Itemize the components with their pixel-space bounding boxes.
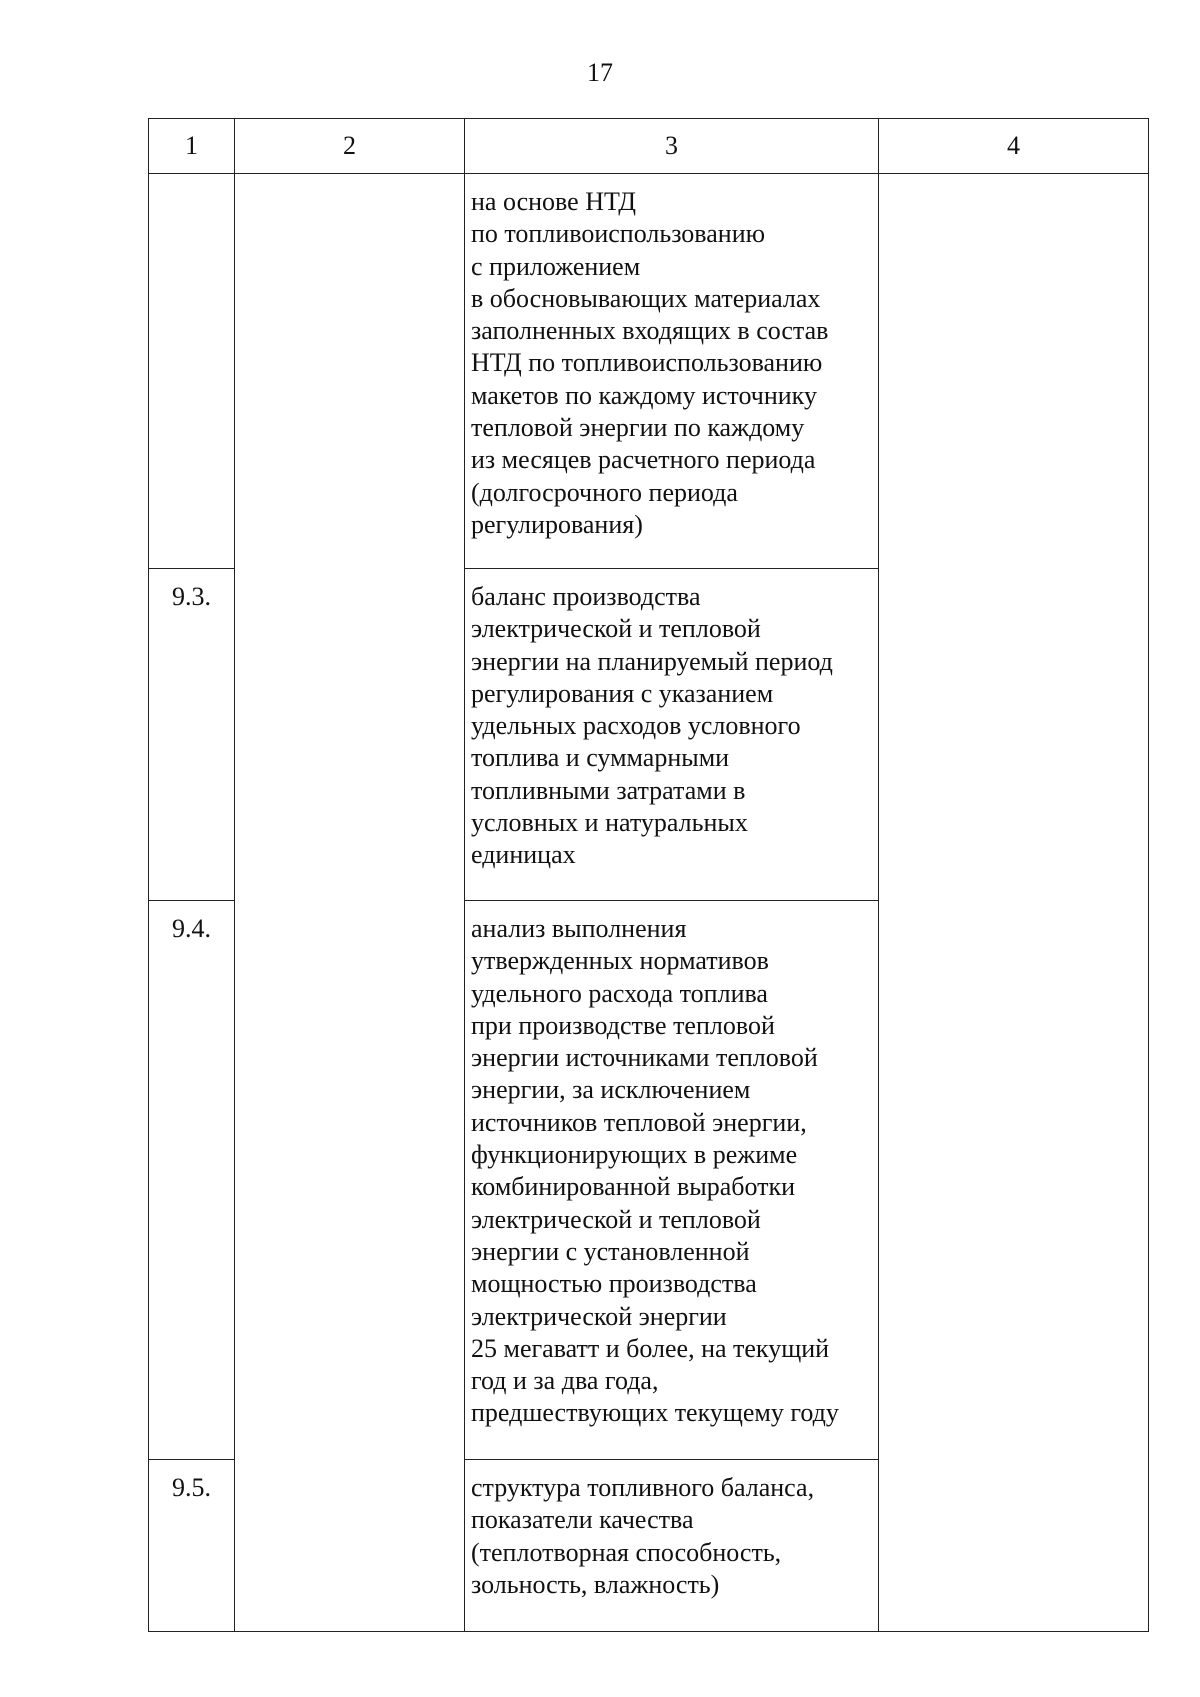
description-line: комбинированной выработки xyxy=(471,1172,796,1202)
column-4-cell xyxy=(879,174,1149,1632)
description-line: условных и натуральных xyxy=(471,808,748,838)
description-line: энергии на планируемый период xyxy=(471,646,833,676)
description-line: при производстве тепловой xyxy=(471,1010,775,1040)
row-number-cell: 9.4. xyxy=(149,901,235,1460)
description-line: энергии с установленной xyxy=(471,1236,750,1266)
header-col-1: 1 xyxy=(149,119,235,174)
description-line: предшествующих текущему году xyxy=(471,1398,839,1428)
description-line: с приложением xyxy=(471,251,641,281)
description-line: регулирования с указанием xyxy=(471,678,774,708)
row-description-cell xyxy=(465,174,879,569)
description-line: электрической и тепловой xyxy=(471,614,761,644)
description-line: в обосновывающих материалах xyxy=(471,283,821,313)
row-number-cell: 9.5. xyxy=(149,1460,235,1632)
page-number: 17 xyxy=(587,58,613,87)
description-line: электрической и тепловой xyxy=(471,1204,761,1234)
table-header-row xyxy=(149,119,1149,174)
description-line: удельного расхода топлива xyxy=(471,978,768,1008)
row-description-cell xyxy=(465,901,879,1460)
header-col-3: 3 xyxy=(465,119,879,174)
description-line: тепловой энергии по каждому xyxy=(471,413,805,443)
description-line: удельных расходов условного xyxy=(471,711,801,741)
description-line: анализ выполнения xyxy=(471,914,687,943)
table-row xyxy=(149,174,1149,569)
description-line: регулирования) xyxy=(471,509,643,539)
description-line: год и за два года, xyxy=(471,1366,659,1396)
description-line: электрической энергии xyxy=(471,1301,727,1331)
description-line: показатели качества xyxy=(471,1505,694,1535)
description-line: по топливоиспользованию xyxy=(471,219,766,249)
description-line: на основе НТД xyxy=(471,187,636,216)
row-number-cell: 9.3. xyxy=(149,569,235,901)
description-line: энергии, за исключением xyxy=(471,1075,751,1105)
header-col-4: 4 xyxy=(879,119,1149,174)
description-line: утвержденных нормативов xyxy=(471,946,769,976)
description-line: функционирующих в режиме xyxy=(471,1140,798,1170)
description-line: зольность, влажность) xyxy=(471,1569,720,1599)
description-line: из месяцев расчетного периода xyxy=(471,445,816,475)
description-line: (теплотворная способность, xyxy=(471,1537,782,1567)
row-description-cell xyxy=(465,569,879,901)
description-line: единицах xyxy=(471,840,576,870)
description-line: топлива и суммарными xyxy=(471,743,730,773)
description-line: заполненных входящих в состав xyxy=(471,316,829,346)
description-line: НТД по топливоиспользованию xyxy=(471,348,823,378)
row-number-cell xyxy=(149,174,235,569)
row-description-cell xyxy=(465,1460,879,1632)
description-line: баланс производства xyxy=(471,582,701,611)
description-line: (долгосрочного периода xyxy=(471,477,738,507)
description-line: 25 мегаватт и более, на текущий xyxy=(471,1333,830,1363)
requirements-table xyxy=(148,118,1149,1632)
column-2-cell xyxy=(235,174,465,1632)
description-line: энергии источниками тепловой xyxy=(471,1043,818,1073)
description-line: источников тепловой энергии, xyxy=(471,1107,807,1137)
description-line: топливными затратами в xyxy=(471,775,746,805)
description-line: мощностью производства xyxy=(471,1269,757,1299)
description-line: макетов по каждому источнику xyxy=(471,380,817,410)
description-line: структура топливного баланса, xyxy=(471,1473,815,1502)
header-col-2: 2 xyxy=(235,119,465,174)
